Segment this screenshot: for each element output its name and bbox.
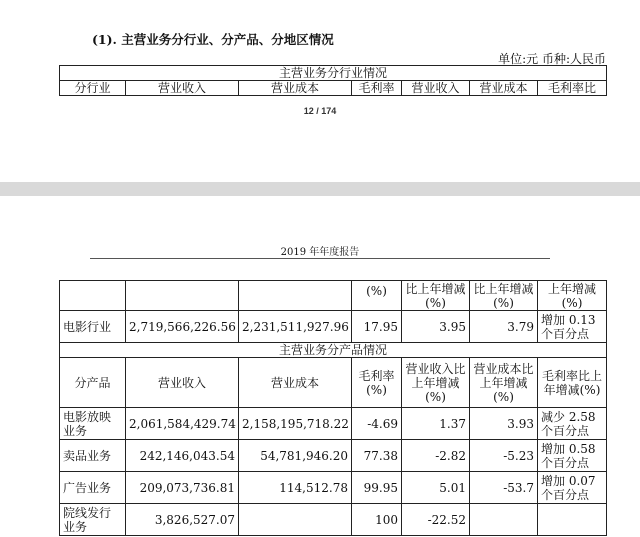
rev-change-cell: -22.52 (402, 504, 470, 536)
margin-cell: -4.69 (352, 408, 402, 440)
report-header: 2019 年年度报告 (280, 247, 360, 258)
table-row (60, 440, 607, 472)
page-13 (0, 196, 640, 537)
rev-change-cell: 3.95 (402, 311, 470, 343)
margin-change-cell: 减少 2.58 个百分点 (538, 408, 607, 440)
industry-header-row (60, 81, 607, 96)
header-cell: 毛利率 (352, 81, 402, 96)
header-cell (126, 281, 239, 311)
table-row (60, 311, 607, 343)
section-title: (1). 主营业务分行业、分产品、分地区情况 (92, 32, 334, 47)
industry-table-title: 主营业务分行业情况 (60, 66, 607, 81)
cost-change-cell (470, 504, 538, 536)
row-name: 电影行业 (60, 311, 126, 343)
product-table-title: 主营业务分产品情况 (60, 343, 607, 358)
table-row (60, 408, 607, 440)
header-cell: 分产品 (60, 358, 126, 408)
row-name: 院线发行业务 (60, 504, 126, 536)
page-12 (0, 0, 640, 182)
header-cell: 营业收入 (126, 358, 239, 408)
row-name: 卖品业务 (60, 440, 126, 472)
header-cell: (%) (352, 281, 402, 311)
cost-change-cell: 3.79 (470, 311, 538, 343)
cost-change-cell: 3.93 (470, 408, 538, 440)
header-cell: 营业收入 (126, 81, 239, 96)
header-cell (239, 281, 352, 311)
cost-cell: 2,158,195,718.22 (239, 408, 352, 440)
header-cell: 比上年增减(%) (470, 281, 538, 311)
header-cell: 上年增减(%) (538, 281, 607, 311)
header-cell: 营业收入 (402, 81, 470, 96)
margin-cell: 99.95 (352, 472, 402, 504)
page-number: 12 / 174 (303, 106, 337, 116)
revenue-cell: 209,073,736.81 (126, 472, 239, 504)
unit-line: 单位:元 币种:人民币 (498, 52, 606, 66)
cost-cell (239, 504, 352, 536)
cost-cell: 54,781,946.20 (239, 440, 352, 472)
header-cell: 营业成本 (470, 81, 538, 96)
header-cell: 营业成本 (239, 81, 352, 96)
revenue-cell: 2,719,566,226.56 (126, 311, 239, 343)
header-cell: 营业成本比上年增减(%) (470, 358, 538, 408)
industry-table-top (59, 65, 607, 96)
row-name: 电影放映业务 (60, 408, 126, 440)
product-title-row (60, 343, 607, 358)
margin-cell: 77.38 (352, 440, 402, 472)
cost-change-cell: -53.7 (470, 472, 538, 504)
revenue-cell: 242,146,043.54 (126, 440, 239, 472)
header-cell: 毛利率比上年增减(%) (538, 358, 607, 408)
product-header-row (60, 358, 607, 408)
rev-change-cell: 1.37 (402, 408, 470, 440)
margin-change-cell: 增加 0.58 个百分点 (538, 440, 607, 472)
cost-cell: 114,512.78 (239, 472, 352, 504)
cost-cell: 2,231,511,927.96 (239, 311, 352, 343)
margin-cell: 100 (352, 504, 402, 536)
header-cell: 分行业 (60, 81, 126, 96)
margin-change-cell: 增加 0.13 个百分点 (538, 311, 607, 343)
row-name: 广告业务 (60, 472, 126, 504)
main-business-table (59, 280, 607, 536)
header-cell: 营业收入比上年增减(%) (402, 358, 470, 408)
header-cell: 比上年增减(%) (402, 281, 470, 311)
revenue-cell: 3,826,527.07 (126, 504, 239, 536)
rev-change-cell: 5.01 (402, 472, 470, 504)
table-row (60, 504, 607, 536)
margin-change-cell: 增加 0.07 个百分点 (538, 472, 607, 504)
header-cell: 毛利率比 (538, 81, 607, 96)
revenue-cell: 2,061,584,429.74 (126, 408, 239, 440)
header-rule (90, 258, 550, 259)
header-cell (60, 281, 126, 311)
rev-change-cell: -2.82 (402, 440, 470, 472)
continued-header-row (60, 281, 607, 311)
margin-change-cell (538, 504, 607, 536)
margin-cell: 17.95 (352, 311, 402, 343)
cost-change-cell: -5.23 (470, 440, 538, 472)
table-row (60, 472, 607, 504)
header-cell: 毛利率(%) (352, 358, 402, 408)
page-separator (0, 182, 640, 196)
header-cell: 营业成本 (239, 358, 352, 408)
